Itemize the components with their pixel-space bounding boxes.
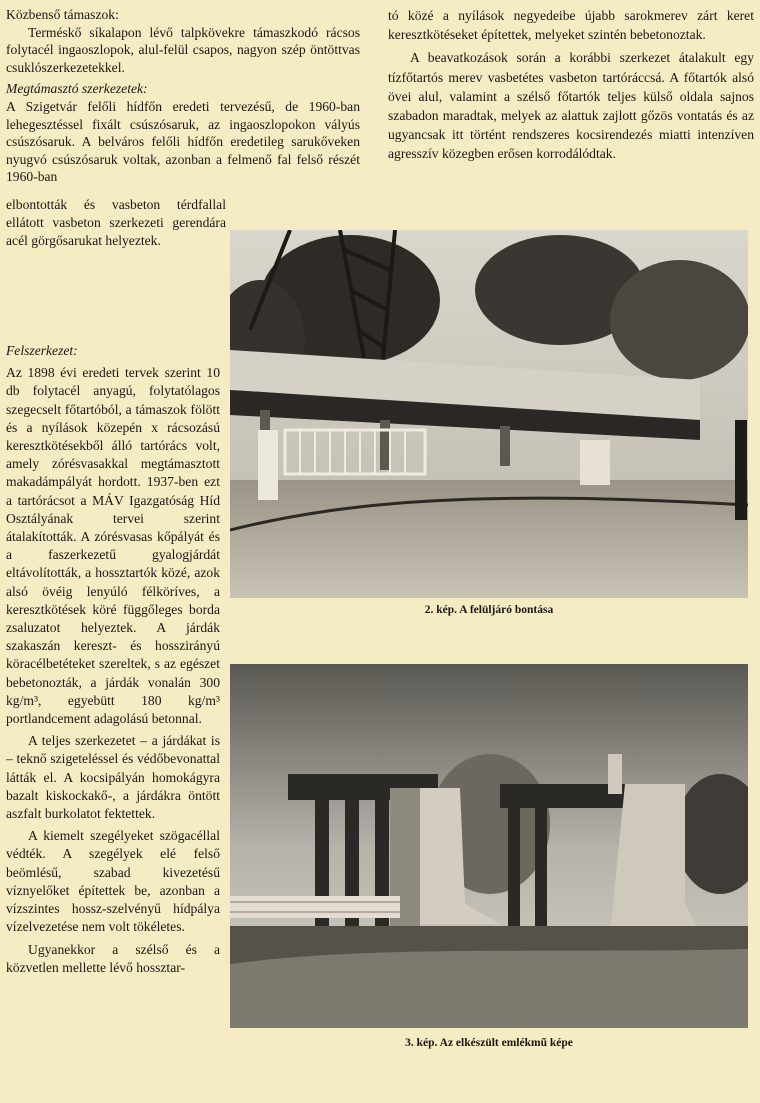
paragraph-szigeteles: A teljes szerkezetet – a járdákat is – teknő szigeteléssel és védőbevonattal látták el. A kocsipályán homokágyra bazalt kiskockakő-, a járdákra öntött aszfalt burkolatot fektettek.: [6, 733, 220, 822]
paragraph-right-continuation: tó közé a nyílások negyedeibe újabb sarokmerev zárt keret keresztkötéseket építettek, melyeket szintén bebetonoztak.: [388, 8, 754, 43]
heading-megtamaszto-szerkezetek: Megtámasztó szerkezetek:: [6, 81, 148, 97]
right-top-column: [388, 6, 754, 164]
photo-overpass-demolition: [230, 230, 748, 598]
left-lower-column: [6, 338, 220, 977]
photo-completed-memorial: [230, 664, 748, 1028]
figure-2-caption: 2. kép. A felüljáró bontása: [424, 604, 554, 616]
heading-felszerkezet: Felszerkezet:: [6, 343, 78, 358]
left-top-column: [6, 6, 360, 186]
heading-kozbenso-tamaszok: Közbenső támaszok:: [6, 7, 119, 22]
paragraph-szegelyek: A kiemelt szegélyeket szögacéllal védték. A szegélyek elé felső beömlésű, szabad kivezetésű víznyelőket építettek be, azonban a vízszintes hossz-szelvényű hídpálya vízelvezetése nem volt tökéletes.: [6, 828, 220, 935]
paragraph-felszerkezet: Az 1898 évi eredeti tervek szerint 10 db folytacél anyagú, folytatólagos szegecselt főtartóból, a támaszok fölött és a nyílások közepén x rácsozású keresztkötésekből álló tartórács volt, amely zórésvasakkal megtámasztott makadámpályát hordott. 1937-ben ezt a tartórácsot a MÁV Igazgatóság Híd Osztályának tervei szerint átalakították. A zórésvasas kőpályát és a faszerkezetű gyalogjárdát eltávolították, a hossztartók közé, azok alsó övéig lenyúló félköríves, a keresztkötések köré függőleges borda zsaluzatot helyeztek. A járdák szakaszán kereszt- és hosszirányú köracélbetéteket szereltek, s az egészet bebetonozták, a járdák vonalán 300 kg/m³, egyebütt 180 kg/m³ portlandcement adagolású betonnal.: [6, 365, 220, 727]
paragraph-ugyanekkor: Ugyanekkor a szélső és a közvetlen mellette lévő hossztar-: [6, 941, 220, 975]
paragraph-megtamaszto-bottom: elbontották és vasbeton térdfallal ellátott vasbeton szerkezeti gerendára acél görgősarukat helyeztek.: [6, 197, 226, 248]
paragraph-megtamaszto-top: A Szigetvár felőli hídfőn eredeti tervezésű, de 1960-ban lehegesztéssel fixált csúszósaruk, az ingaoszlopokon vályús csúszósaruk. A belváros felőli hídfőn eredetileg sarukőveken nyugvó csúszósaruk voltak, azonban a felmenő fal felső részét 1960-ban: [6, 98, 360, 185]
paragraph-kozbenso-tamaszok: Terméskő síkalapon lévő talpkövekre támaszkodó rácsos folytacél ingaoszlopok, alul-felül csapos, nagyon szép öntöttvas csuklószerkezetekkel.: [6, 24, 360, 75]
figure-3-caption: 3. kép. Az elkészült emlékmű képe: [405, 1037, 573, 1049]
paragraph-beavatkozasok: A beavatkozások során a korábbi szerkezet átalakult egy tízfőtartós merev vasbetétes vasbeton tartóráccsá. A főtartók alsó övei alul, valamint a szélső főtartók teljes külső oldala sajnos szabadon maradtak, melyek az alattuk zajlott gőzös vontatás és az ugyancsak itt történt rendszeres kocsirendezés miatti intenzíven agresszív közegben erősen korrodálódtak.: [388, 50, 754, 162]
